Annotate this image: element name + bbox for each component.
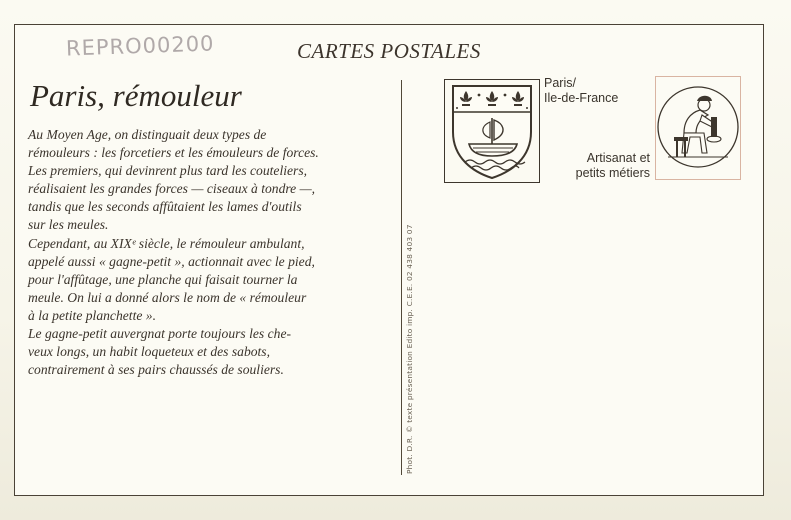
body-line: contrairement à ses pairs chaussés de souliers. bbox=[28, 362, 284, 378]
series-line-2: petits métiers bbox=[575, 166, 650, 180]
archive-reference-stamp: REPRO00200 bbox=[65, 31, 215, 61]
body-line: veux longs, un habit loqueteux et des sabots, bbox=[28, 344, 270, 360]
body-line: appelé aussi « gagne-petit », actionnait avec le pied, bbox=[28, 253, 315, 269]
craftsman-sharpener-icon bbox=[655, 76, 741, 180]
region-label bbox=[544, 76, 618, 106]
postcard-divider-line bbox=[401, 80, 402, 475]
body-line: Les premiers, qui devinrent plus tard les couteliers, bbox=[28, 163, 308, 179]
series-label bbox=[557, 151, 650, 181]
series-line-1: Artisanat et bbox=[586, 151, 650, 165]
body-line: Cependant, au XIXᵉ siècle, le rémouleur ambulant, bbox=[28, 235, 305, 251]
body-line: Au Moyen Age, on distinguait deux types de bbox=[28, 127, 267, 142]
article-body bbox=[28, 126, 390, 379]
cartes-postales-heading: CARTES POSTALES bbox=[297, 39, 481, 63]
body-line: meule. On lui a donné alors le nom de « rémouleur bbox=[28, 289, 307, 305]
body-line: pour l'affûtage, une planche qui faisait tourner la bbox=[28, 271, 298, 287]
paris-coat-of-arms-icon bbox=[444, 79, 540, 183]
article-title: Paris, rémouleur bbox=[30, 78, 242, 113]
body-line: sur les meules. bbox=[28, 217, 109, 233]
body-line: Le gagne-petit auvergnat porte toujours les che- bbox=[28, 326, 292, 342]
region-line-2: Ile-de-France bbox=[544, 91, 619, 105]
body-line: réalisaient les grandes forces — ciseaux à tondre —, bbox=[28, 181, 316, 197]
region-line-1: Paris/ bbox=[544, 76, 576, 90]
body-line: tandis que les seconds affûtaient les lames d'outils bbox=[28, 199, 302, 215]
body-line: à la petite planchette ». bbox=[28, 307, 156, 323]
photo-credit: Phot. D.R. © texte présentation Edito imp. C.E.E. 02 438 403 07 bbox=[405, 224, 414, 474]
body-line: rémouleurs : les forcetiers et les émouleurs de forces. bbox=[28, 145, 319, 161]
